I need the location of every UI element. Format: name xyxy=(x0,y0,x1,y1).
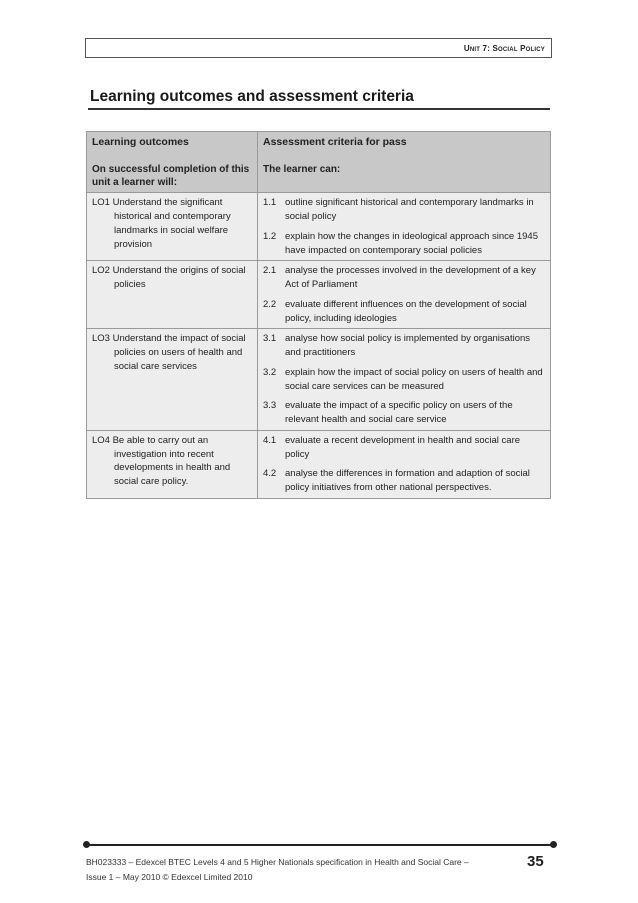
criterion-text: explain how the changes in ideological approach since 1945 have impacted on contemporary social policies xyxy=(285,230,538,256)
col1-header xyxy=(87,132,258,193)
criterion xyxy=(263,230,545,258)
col2-heading: Assessment criteria for pass xyxy=(263,136,407,148)
learning-outcomes-table xyxy=(86,131,551,499)
criterion xyxy=(263,399,545,427)
criterion-number: 3.3 xyxy=(263,400,277,412)
criterion-text: explain how the impact of social policy on users of health and social care services can be measured xyxy=(285,366,543,392)
criterion xyxy=(263,264,545,292)
footer-text xyxy=(86,855,486,886)
outcome-cell xyxy=(87,430,258,498)
outcome-text: LO1 Understand the significant historical and contemporary landmarks in social welfare provision xyxy=(92,197,231,250)
criterion xyxy=(263,467,545,495)
table-header-row xyxy=(87,132,551,193)
criteria-cell xyxy=(258,193,551,261)
criterion-number: 4.1 xyxy=(263,434,277,446)
unit-label: Unit 7: Social Policy xyxy=(463,44,545,53)
outcome-text: LO3 Understand the impact of social policies on users of health and social care services xyxy=(92,333,246,372)
criterion-text: evaluate a recent development in health and social care policy xyxy=(285,434,521,460)
col1-subheading: On successful completion of this unit a learner will: xyxy=(92,164,250,188)
footer-line-1: BH023333 – Edexcel BTEC Levels 4 and 5 Higher Nationals specification in Health and Social Care – xyxy=(86,857,469,867)
footer-line-2: Issue 1 – May 2010 © Edexcel Limited 2010 xyxy=(86,872,253,883)
criterion-text: analyse how social policy is implemented by organisations and practitioners xyxy=(285,333,531,359)
title-rule xyxy=(88,108,550,110)
criterion xyxy=(263,434,545,462)
table-row xyxy=(87,193,551,261)
criterion-number: 1.1 xyxy=(263,197,277,209)
criteria-cell xyxy=(258,261,551,329)
unit-header-box xyxy=(85,38,552,58)
col2-subheading: The learner can: xyxy=(263,164,341,176)
criterion-number: 4.2 xyxy=(263,468,277,480)
criteria-cell xyxy=(258,430,551,498)
criterion xyxy=(263,366,545,394)
criterion-number: 3.1 xyxy=(263,333,277,345)
criterion-number: 2.2 xyxy=(263,298,277,310)
outcome-cell xyxy=(87,261,258,329)
criterion-number: 3.2 xyxy=(263,366,277,378)
criterion-number: 1.2 xyxy=(263,230,277,242)
criterion-text: evaluate the impact of a specific policy on users of the relevant health and social care service xyxy=(285,400,513,426)
col1-heading: Learning outcomes xyxy=(92,136,189,148)
outcome-cell xyxy=(87,329,258,431)
col2-header xyxy=(258,132,551,193)
criterion-text: outline significant historical and contemporary landmarks in social policy xyxy=(285,197,534,222)
section-title: Learning outcomes and assessment criteria xyxy=(90,88,414,105)
page-number: 35 xyxy=(527,853,544,870)
outcome-text: LO4 Be able to carry out an investigation into recent developments in health and social care policy. xyxy=(92,434,231,488)
criterion-text: evaluate different influences on the development of social policy, including ideologies xyxy=(285,298,527,324)
table-row xyxy=(87,261,551,329)
table-row xyxy=(87,329,551,431)
table-row xyxy=(87,430,551,498)
criterion xyxy=(263,298,545,326)
outcome-text: LO2 Understand the origins of social policies xyxy=(92,265,246,291)
outcome-cell xyxy=(87,193,258,261)
criteria-cell xyxy=(258,329,551,431)
footer-rule xyxy=(86,844,553,846)
criterion-text: analyse the differences in formation and adaption of social policy initiatives from other national perspectives. xyxy=(285,468,530,494)
footer-rule-right-dot xyxy=(550,841,557,848)
criterion xyxy=(263,196,545,224)
criterion-text: analyse the processes involved in the development of a key Act of Parliament xyxy=(285,265,536,291)
footer-rule-left-dot xyxy=(83,841,90,848)
criterion xyxy=(263,332,545,360)
criterion-number: 2.1 xyxy=(263,265,277,277)
